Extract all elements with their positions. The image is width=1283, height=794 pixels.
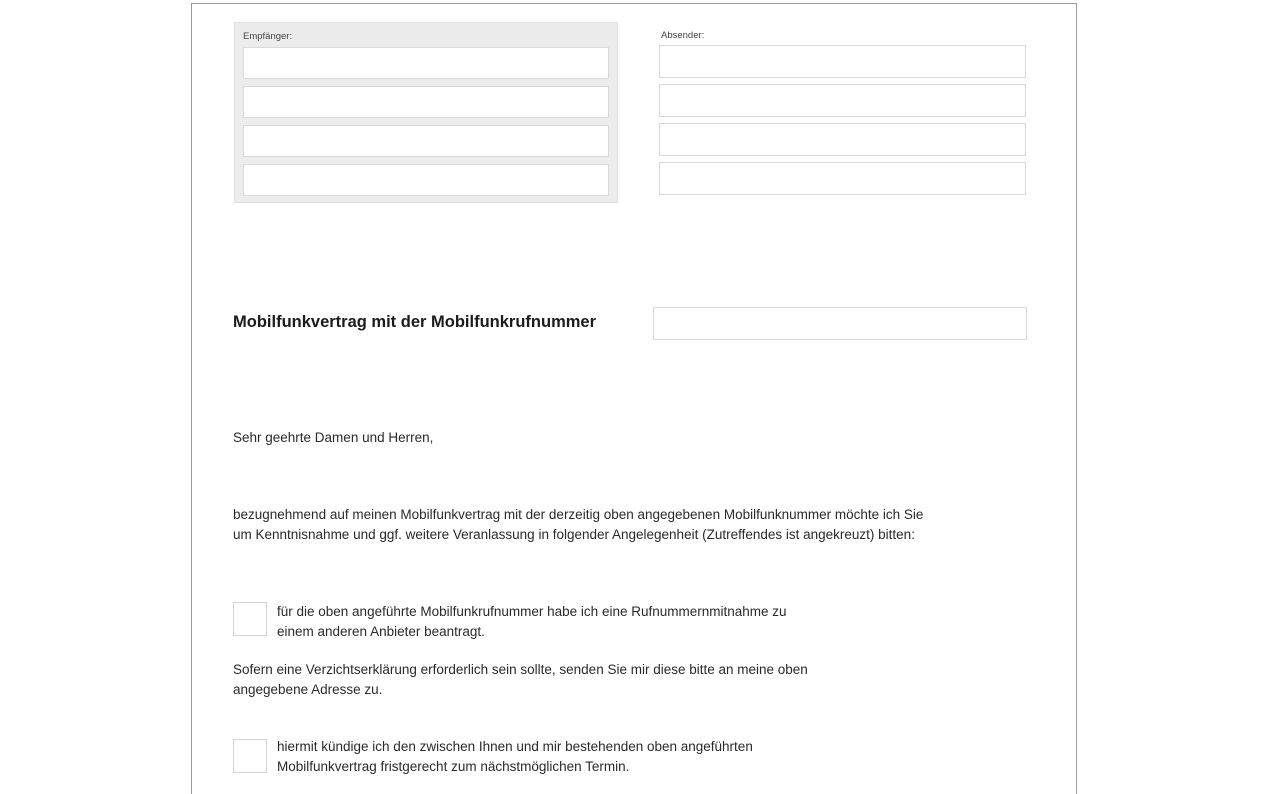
sender-line-2[interactable] xyxy=(659,84,1026,117)
recipient-line-1[interactable] xyxy=(243,47,609,79)
phone-number-field[interactable] xyxy=(653,307,1027,340)
sender-line-4[interactable] xyxy=(659,162,1026,195)
porting-text-line-2: einem anderen Anbieter beantragt. xyxy=(277,624,485,639)
subject-heading: Mobilfunkvertrag mit der Mobilfunkrufnummer xyxy=(233,313,597,331)
cancellation-text-line-2: Mobilfunkvertrag fristgerecht zum nächstmöglichen Termin. xyxy=(277,759,630,774)
intro-line-2: um Kenntnisnahme und ggf. weitere Veranlassung in folgender Angelegenheit (Zutreffendes ist angekreuzt) bitten: xyxy=(233,527,915,542)
sender-label: Absender: xyxy=(661,30,705,41)
salutation: Sehr geehrte Damen und Herren, xyxy=(233,430,434,445)
sender-line-3[interactable] xyxy=(659,123,1026,156)
recipient-line-4[interactable] xyxy=(243,164,609,196)
porting-text-line-1: für die oben angeführte Mobilfunkrufnummer habe ich eine Rufnummernmitnahme zu xyxy=(277,604,787,619)
porting-checkbox[interactable] xyxy=(233,602,267,636)
sender-line-1[interactable] xyxy=(659,45,1026,78)
cancellation-text-line-1: hiermit kündige ich den zwischen Ihnen und mir bestehenden oben angeführten xyxy=(277,739,753,754)
document-page xyxy=(191,3,1077,794)
cancellation-checkbox[interactable] xyxy=(233,739,267,773)
recipient-box xyxy=(234,22,618,203)
recipient-line-3[interactable] xyxy=(243,125,609,157)
recipient-label: Empfänger: xyxy=(243,31,293,42)
intro-line-1: bezugnehmend auf meinen Mobilfunkvertrag mit der derzeitig oben angegebenen Mobilfunknummer möchte ich Sie xyxy=(233,507,924,522)
waiver-note-line-2: angegebene Adresse zu. xyxy=(233,682,383,697)
waiver-note-line-1: Sofern eine Verzichtserklärung erforderlich sein sollte, senden Sie mir diese bitte an meine oben xyxy=(233,662,808,677)
recipient-line-2[interactable] xyxy=(243,86,609,118)
